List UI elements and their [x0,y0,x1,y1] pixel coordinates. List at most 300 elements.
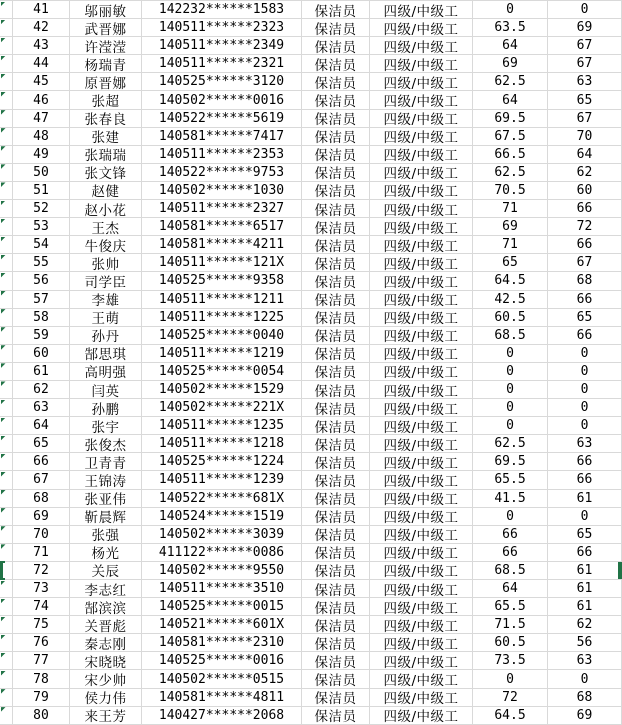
cell-score1[interactable]: 0 [473,345,548,363]
cell-score1[interactable]: 72 [473,689,548,707]
cell-score2[interactable]: 64 [548,146,622,164]
cell-name[interactable]: 关晋彪 [70,616,142,634]
cell-job[interactable]: 保洁员 [302,1,370,19]
cell-score1[interactable]: 64.5 [473,707,548,725]
cell-job[interactable]: 保洁员 [302,399,370,417]
cell-name[interactable]: 原晋娜 [70,73,142,91]
cell-level[interactable]: 四级/中级工 [370,309,473,327]
cell-name[interactable]: 张亚伟 [70,490,142,508]
cell-marker[interactable] [0,182,13,200]
cell-level[interactable]: 四级/中级工 [370,562,473,580]
cell-score2[interactable]: 69 [548,707,622,725]
cell-score1[interactable]: 70.5 [473,182,548,200]
cell-id[interactable]: 140502******0016 [142,91,302,109]
cell-rownum[interactable]: 65 [13,435,70,453]
cell-score1[interactable]: 67.5 [473,128,548,146]
cell-job[interactable]: 保洁员 [302,453,370,471]
cell-score2[interactable]: 65 [548,309,622,327]
cell-level[interactable]: 四级/中级工 [370,652,473,670]
cell-job[interactable]: 保洁员 [302,526,370,544]
cell-rownum[interactable]: 66 [13,453,70,471]
cell-level[interactable]: 四级/中级工 [370,19,473,37]
cell-marker[interactable] [0,435,13,453]
cell-marker[interactable] [0,453,13,471]
cell-rownum[interactable]: 59 [13,327,70,345]
cell-score2[interactable]: 63 [548,435,622,453]
cell-rownum[interactable]: 61 [13,363,70,381]
cell-score1[interactable]: 62.5 [473,164,548,182]
cell-name[interactable]: 张帅 [70,254,142,272]
cell-score2[interactable]: 63 [548,73,622,91]
cell-level[interactable]: 四级/中级工 [370,670,473,688]
cell-id[interactable]: 140525******0016 [142,652,302,670]
cell-score1[interactable]: 0 [473,363,548,381]
cell-score2[interactable]: 61 [548,562,622,580]
cell-job[interactable]: 保洁员 [302,616,370,634]
cell-score1[interactable]: 69.5 [473,110,548,128]
cell-job[interactable]: 保洁员 [302,37,370,55]
cell-name[interactable]: 孙鹏 [70,399,142,417]
cell-score1[interactable]: 65.5 [473,471,548,489]
cell-score2[interactable]: 0 [548,399,622,417]
cell-id[interactable]: 140581******7417 [142,128,302,146]
cell-id[interactable]: 140511******1218 [142,435,302,453]
cell-level[interactable]: 四级/中级工 [370,164,473,182]
cell-id[interactable]: 142232******1583 [142,1,302,19]
cell-job[interactable]: 保洁员 [302,164,370,182]
cell-job[interactable]: 保洁员 [302,55,370,73]
cell-score1[interactable]: 41.5 [473,490,548,508]
cell-marker[interactable] [0,37,13,55]
cell-job[interactable]: 保洁员 [302,73,370,91]
cell-name[interactable]: 宋少帅 [70,670,142,688]
cell-name[interactable]: 靳晨辉 [70,508,142,526]
cell-marker[interactable] [0,73,13,91]
cell-marker[interactable] [0,146,13,164]
cell-name[interactable]: 侯力伟 [70,689,142,707]
cell-id[interactable]: 140511******1225 [142,309,302,327]
cell-score1[interactable]: 66.5 [473,146,548,164]
cell-marker[interactable] [0,616,13,634]
cell-id[interactable]: 140511******1235 [142,417,302,435]
cell-job[interactable]: 保洁员 [302,254,370,272]
cell-score2[interactable]: 65 [548,91,622,109]
cell-score1[interactable]: 66 [473,544,548,562]
cell-level[interactable]: 四级/中级工 [370,146,473,164]
cell-score2[interactable]: 62 [548,164,622,182]
cell-marker[interactable] [0,381,13,399]
cell-score2[interactable]: 66 [548,471,622,489]
cell-rownum[interactable]: 48 [13,128,70,146]
cell-level[interactable]: 四级/中级工 [370,381,473,399]
cell-job[interactable]: 保洁员 [302,652,370,670]
cell-marker[interactable] [0,327,13,345]
cell-score2[interactable]: 68 [548,272,622,290]
cell-id[interactable]: 140525******9358 [142,272,302,290]
cell-id[interactable]: 140511******3510 [142,580,302,598]
cell-score2[interactable]: 0 [548,417,622,435]
cell-job[interactable]: 保洁员 [302,490,370,508]
cell-id[interactable]: 140521******601X [142,616,302,634]
cell-name[interactable]: 许滢滢 [70,37,142,55]
cell-id[interactable]: 140502******1030 [142,182,302,200]
cell-score1[interactable]: 0 [473,399,548,417]
cell-score1[interactable]: 69 [473,218,548,236]
cell-score2[interactable]: 65 [548,526,622,544]
cell-rownum[interactable]: 69 [13,508,70,526]
cell-name[interactable]: 秦志刚 [70,634,142,652]
cell-marker[interactable] [0,309,13,327]
cell-job[interactable]: 保洁员 [302,110,370,128]
cell-score2[interactable]: 62 [548,616,622,634]
cell-score1[interactable]: 60.5 [473,309,548,327]
cell-level[interactable]: 四级/中级工 [370,707,473,725]
cell-id[interactable]: 140511******121X [142,254,302,272]
cell-id[interactable]: 140522******5619 [142,110,302,128]
cell-score2[interactable]: 66 [548,453,622,471]
cell-id[interactable]: 140525******3120 [142,73,302,91]
cell-rownum[interactable]: 54 [13,236,70,254]
cell-id[interactable]: 140522******681X [142,490,302,508]
cell-score1[interactable]: 65 [473,254,548,272]
cell-rownum[interactable]: 46 [13,91,70,109]
cell-rownum[interactable]: 68 [13,490,70,508]
cell-rownum[interactable]: 47 [13,110,70,128]
cell-level[interactable]: 四级/中级工 [370,128,473,146]
cell-name[interactable]: 张瑞瑞 [70,146,142,164]
cell-marker[interactable] [0,707,13,725]
cell-id[interactable]: 140502******9550 [142,562,302,580]
cell-score1[interactable]: 64.5 [473,272,548,290]
cell-job[interactable]: 保洁员 [302,200,370,218]
cell-job[interactable]: 保洁员 [302,19,370,37]
cell-rownum[interactable]: 80 [13,707,70,725]
cell-marker[interactable] [0,19,13,37]
cell-marker[interactable] [0,417,13,435]
cell-rownum[interactable]: 67 [13,471,70,489]
cell-job[interactable]: 保洁员 [302,91,370,109]
cell-name[interactable]: 武晋娜 [70,19,142,37]
cell-id[interactable]: 140511******2321 [142,55,302,73]
cell-id[interactable]: 140502******221X [142,399,302,417]
cell-marker[interactable] [0,91,13,109]
cell-rownum[interactable]: 74 [13,598,70,616]
cell-id[interactable]: 140581******6517 [142,218,302,236]
cell-marker[interactable] [0,236,13,254]
cell-score2[interactable]: 0 [548,508,622,526]
cell-marker[interactable] [0,345,13,363]
cell-score2[interactable]: 67 [548,254,622,272]
cell-rownum[interactable]: 72 [13,562,70,580]
cell-rownum[interactable]: 42 [13,19,70,37]
cell-id[interactable]: 140511******2323 [142,19,302,37]
cell-name[interactable]: 张强 [70,526,142,544]
cell-score1[interactable]: 68.5 [473,562,548,580]
cell-rownum[interactable]: 71 [13,544,70,562]
cell-score2[interactable]: 66 [548,544,622,562]
cell-level[interactable]: 四级/中级工 [370,508,473,526]
cell-score1[interactable]: 63.5 [473,19,548,37]
cell-level[interactable]: 四级/中级工 [370,272,473,290]
cell-score1[interactable]: 0 [473,417,548,435]
cell-job[interactable]: 保洁员 [302,435,370,453]
cell-name[interactable]: 张春良 [70,110,142,128]
cell-rownum[interactable]: 79 [13,689,70,707]
cell-id[interactable]: 140525******1224 [142,453,302,471]
cell-rownum[interactable]: 45 [13,73,70,91]
cell-id[interactable]: 140581******4811 [142,689,302,707]
cell-name[interactable]: 杨光 [70,544,142,562]
cell-marker[interactable] [0,580,13,598]
cell-rownum[interactable]: 60 [13,345,70,363]
cell-score1[interactable]: 68.5 [473,327,548,345]
cell-score2[interactable]: 67 [548,55,622,73]
cell-id[interactable]: 140525******0040 [142,327,302,345]
cell-score2[interactable]: 70 [548,128,622,146]
cell-marker[interactable] [0,200,13,218]
cell-job[interactable]: 保洁员 [302,580,370,598]
cell-rownum[interactable]: 75 [13,616,70,634]
cell-id[interactable]: 140524******1519 [142,508,302,526]
cell-score1[interactable]: 0 [473,1,548,19]
cell-score1[interactable]: 62.5 [473,73,548,91]
cell-marker[interactable] [0,128,13,146]
cell-score1[interactable]: 0 [473,381,548,399]
cell-marker[interactable] [0,110,13,128]
cell-score1[interactable]: 71.5 [473,616,548,634]
cell-level[interactable]: 四级/中级工 [370,399,473,417]
cell-level[interactable]: 四级/中级工 [370,218,473,236]
cell-name[interactable]: 高明强 [70,363,142,381]
cell-marker[interactable] [0,670,13,688]
cell-rownum[interactable]: 58 [13,309,70,327]
cell-name[interactable]: 关辰 [70,562,142,580]
cell-name[interactable]: 王杰 [70,218,142,236]
cell-score2[interactable]: 60 [548,182,622,200]
cell-rownum[interactable]: 57 [13,291,70,309]
cell-marker[interactable] [0,363,13,381]
cell-name[interactable]: 张建 [70,128,142,146]
cell-job[interactable]: 保洁员 [302,363,370,381]
cell-id[interactable]: 140511******2327 [142,200,302,218]
cell-marker[interactable] [0,508,13,526]
cell-job[interactable]: 保洁员 [302,128,370,146]
cell-score2[interactable]: 67 [548,110,622,128]
cell-level[interactable]: 四级/中级工 [370,91,473,109]
cell-score2[interactable]: 0 [548,381,622,399]
cell-level[interactable]: 四级/中级工 [370,73,473,91]
cell-score2[interactable]: 66 [548,327,622,345]
cell-rownum[interactable]: 56 [13,272,70,290]
cell-score1[interactable]: 60.5 [473,634,548,652]
cell-score1[interactable]: 65.5 [473,598,548,616]
cell-level[interactable]: 四级/中级工 [370,471,473,489]
cell-id[interactable]: 140581******4211 [142,236,302,254]
cell-rownum[interactable]: 77 [13,652,70,670]
cell-name[interactable]: 王萌 [70,309,142,327]
cell-marker[interactable] [0,526,13,544]
cell-score2[interactable]: 61 [548,490,622,508]
cell-name[interactable]: 王锦涛 [70,471,142,489]
cell-score1[interactable]: 64 [473,37,548,55]
cell-score1[interactable]: 71 [473,236,548,254]
cell-marker[interactable] [0,652,13,670]
cell-marker[interactable] [0,689,13,707]
cell-job[interactable]: 保洁员 [302,327,370,345]
cell-name[interactable]: 赵健 [70,182,142,200]
cell-name[interactable]: 闫英 [70,381,142,399]
cell-score2[interactable]: 61 [548,598,622,616]
cell-score1[interactable]: 42.5 [473,291,548,309]
cell-marker[interactable] [0,218,13,236]
cell-level[interactable]: 四级/中级工 [370,616,473,634]
cell-rownum[interactable]: 52 [13,200,70,218]
cell-id[interactable]: 140581******2310 [142,634,302,652]
cell-id[interactable]: 411122******0086 [142,544,302,562]
cell-score2[interactable]: 56 [548,634,622,652]
cell-rownum[interactable]: 44 [13,55,70,73]
cell-marker[interactable] [0,254,13,272]
cell-id[interactable]: 140427******2068 [142,707,302,725]
cell-level[interactable]: 四级/中级工 [370,345,473,363]
cell-rownum[interactable]: 55 [13,254,70,272]
cell-id[interactable]: 140511******1211 [142,291,302,309]
cell-id[interactable]: 140502******1529 [142,381,302,399]
cell-marker[interactable] [0,490,13,508]
cell-job[interactable]: 保洁员 [302,182,370,200]
cell-name[interactable]: 郜滨滨 [70,598,142,616]
cell-level[interactable]: 四级/中级工 [370,363,473,381]
cell-job[interactable]: 保洁员 [302,146,370,164]
cell-name[interactable]: 张文锋 [70,164,142,182]
cell-score2[interactable]: 66 [548,236,622,254]
cell-job[interactable]: 保洁员 [302,218,370,236]
cell-rownum[interactable]: 78 [13,670,70,688]
cell-job[interactable]: 保洁员 [302,291,370,309]
cell-level[interactable]: 四级/中级工 [370,453,473,471]
cell-level[interactable]: 四级/中级工 [370,200,473,218]
cell-job[interactable]: 保洁员 [302,634,370,652]
cell-level[interactable]: 四级/中级工 [370,1,473,19]
cell-job[interactable]: 保洁员 [302,471,370,489]
cell-id[interactable]: 140511******1219 [142,345,302,363]
cell-score1[interactable]: 64 [473,91,548,109]
cell-name[interactable]: 郜思琪 [70,345,142,363]
cell-rownum[interactable]: 73 [13,580,70,598]
cell-rownum[interactable]: 50 [13,164,70,182]
cell-marker[interactable] [0,1,13,19]
cell-score2[interactable]: 68 [548,689,622,707]
cell-level[interactable]: 四级/中级工 [370,236,473,254]
cell-level[interactable]: 四级/中级工 [370,37,473,55]
cell-marker[interactable] [0,544,13,562]
cell-name[interactable]: 赵小花 [70,200,142,218]
cell-marker[interactable] [0,471,13,489]
cell-marker[interactable] [0,272,13,290]
cell-score1[interactable]: 64 [473,580,548,598]
cell-score2[interactable]: 69 [548,19,622,37]
cell-rownum[interactable]: 51 [13,182,70,200]
cell-id[interactable]: 140525******0054 [142,363,302,381]
cell-level[interactable]: 四级/中级工 [370,291,473,309]
cell-level[interactable]: 四级/中级工 [370,182,473,200]
cell-rownum[interactable]: 64 [13,417,70,435]
cell-score1[interactable]: 69 [473,55,548,73]
cell-level[interactable]: 四级/中级工 [370,55,473,73]
cell-score2[interactable]: 61 [548,580,622,598]
cell-job[interactable]: 保洁员 [302,309,370,327]
cell-rownum[interactable]: 76 [13,634,70,652]
cell-job[interactable]: 保洁员 [302,272,370,290]
cell-rownum[interactable]: 70 [13,526,70,544]
cell-job[interactable]: 保洁员 [302,345,370,363]
cell-job[interactable]: 保洁员 [302,689,370,707]
cell-score2[interactable]: 66 [548,291,622,309]
cell-job[interactable]: 保洁员 [302,562,370,580]
cell-rownum[interactable]: 63 [13,399,70,417]
cell-rownum[interactable]: 53 [13,218,70,236]
cell-name[interactable]: 司学臣 [70,272,142,290]
cell-score1[interactable]: 73.5 [473,652,548,670]
cell-level[interactable]: 四级/中级工 [370,634,473,652]
cell-marker[interactable] [0,55,13,73]
cell-score2[interactable]: 0 [548,670,622,688]
cell-id[interactable]: 140511******2353 [142,146,302,164]
cell-score1[interactable]: 69.5 [473,453,548,471]
cell-name[interactable]: 牛俊庆 [70,236,142,254]
cell-name[interactable]: 李志红 [70,580,142,598]
cell-level[interactable]: 四级/中级工 [370,689,473,707]
cell-level[interactable]: 四级/中级工 [370,435,473,453]
cell-marker[interactable] [0,164,13,182]
cell-score1[interactable]: 0 [473,670,548,688]
cell-level[interactable]: 四级/中级工 [370,327,473,345]
cell-score1[interactable]: 66 [473,526,548,544]
cell-marker[interactable] [0,291,13,309]
cell-score2[interactable]: 0 [548,363,622,381]
cell-job[interactable]: 保洁员 [302,670,370,688]
cell-id[interactable]: 140511******1239 [142,471,302,489]
cell-marker[interactable] [0,634,13,652]
cell-name[interactable]: 卫青青 [70,453,142,471]
cell-name[interactable]: 孙丹 [70,327,142,345]
cell-job[interactable]: 保洁员 [302,417,370,435]
cell-score2[interactable]: 0 [548,1,622,19]
cell-score2[interactable]: 67 [548,37,622,55]
cell-score2[interactable]: 72 [548,218,622,236]
cell-name[interactable]: 宋晓晓 [70,652,142,670]
cell-rownum[interactable]: 43 [13,37,70,55]
cell-job[interactable]: 保洁员 [302,236,370,254]
cell-id[interactable]: 140502******0515 [142,670,302,688]
cell-score2[interactable]: 66 [548,200,622,218]
cell-level[interactable]: 四级/中级工 [370,526,473,544]
cell-score2[interactable]: 0 [548,345,622,363]
cell-name[interactable]: 邬丽敏 [70,1,142,19]
cell-score1[interactable]: 62.5 [473,435,548,453]
cell-name[interactable]: 杨瑞青 [70,55,142,73]
cell-name[interactable]: 来王芳 [70,707,142,725]
cell-id[interactable]: 140522******9753 [142,164,302,182]
cell-job[interactable]: 保洁员 [302,544,370,562]
cell-id[interactable]: 140502******3039 [142,526,302,544]
cell-score1[interactable]: 71 [473,200,548,218]
cell-rownum[interactable]: 49 [13,146,70,164]
cell-level[interactable]: 四级/中级工 [370,254,473,272]
cell-marker[interactable] [0,598,13,616]
cell-job[interactable]: 保洁员 [302,598,370,616]
cell-name[interactable]: 张超 [70,91,142,109]
